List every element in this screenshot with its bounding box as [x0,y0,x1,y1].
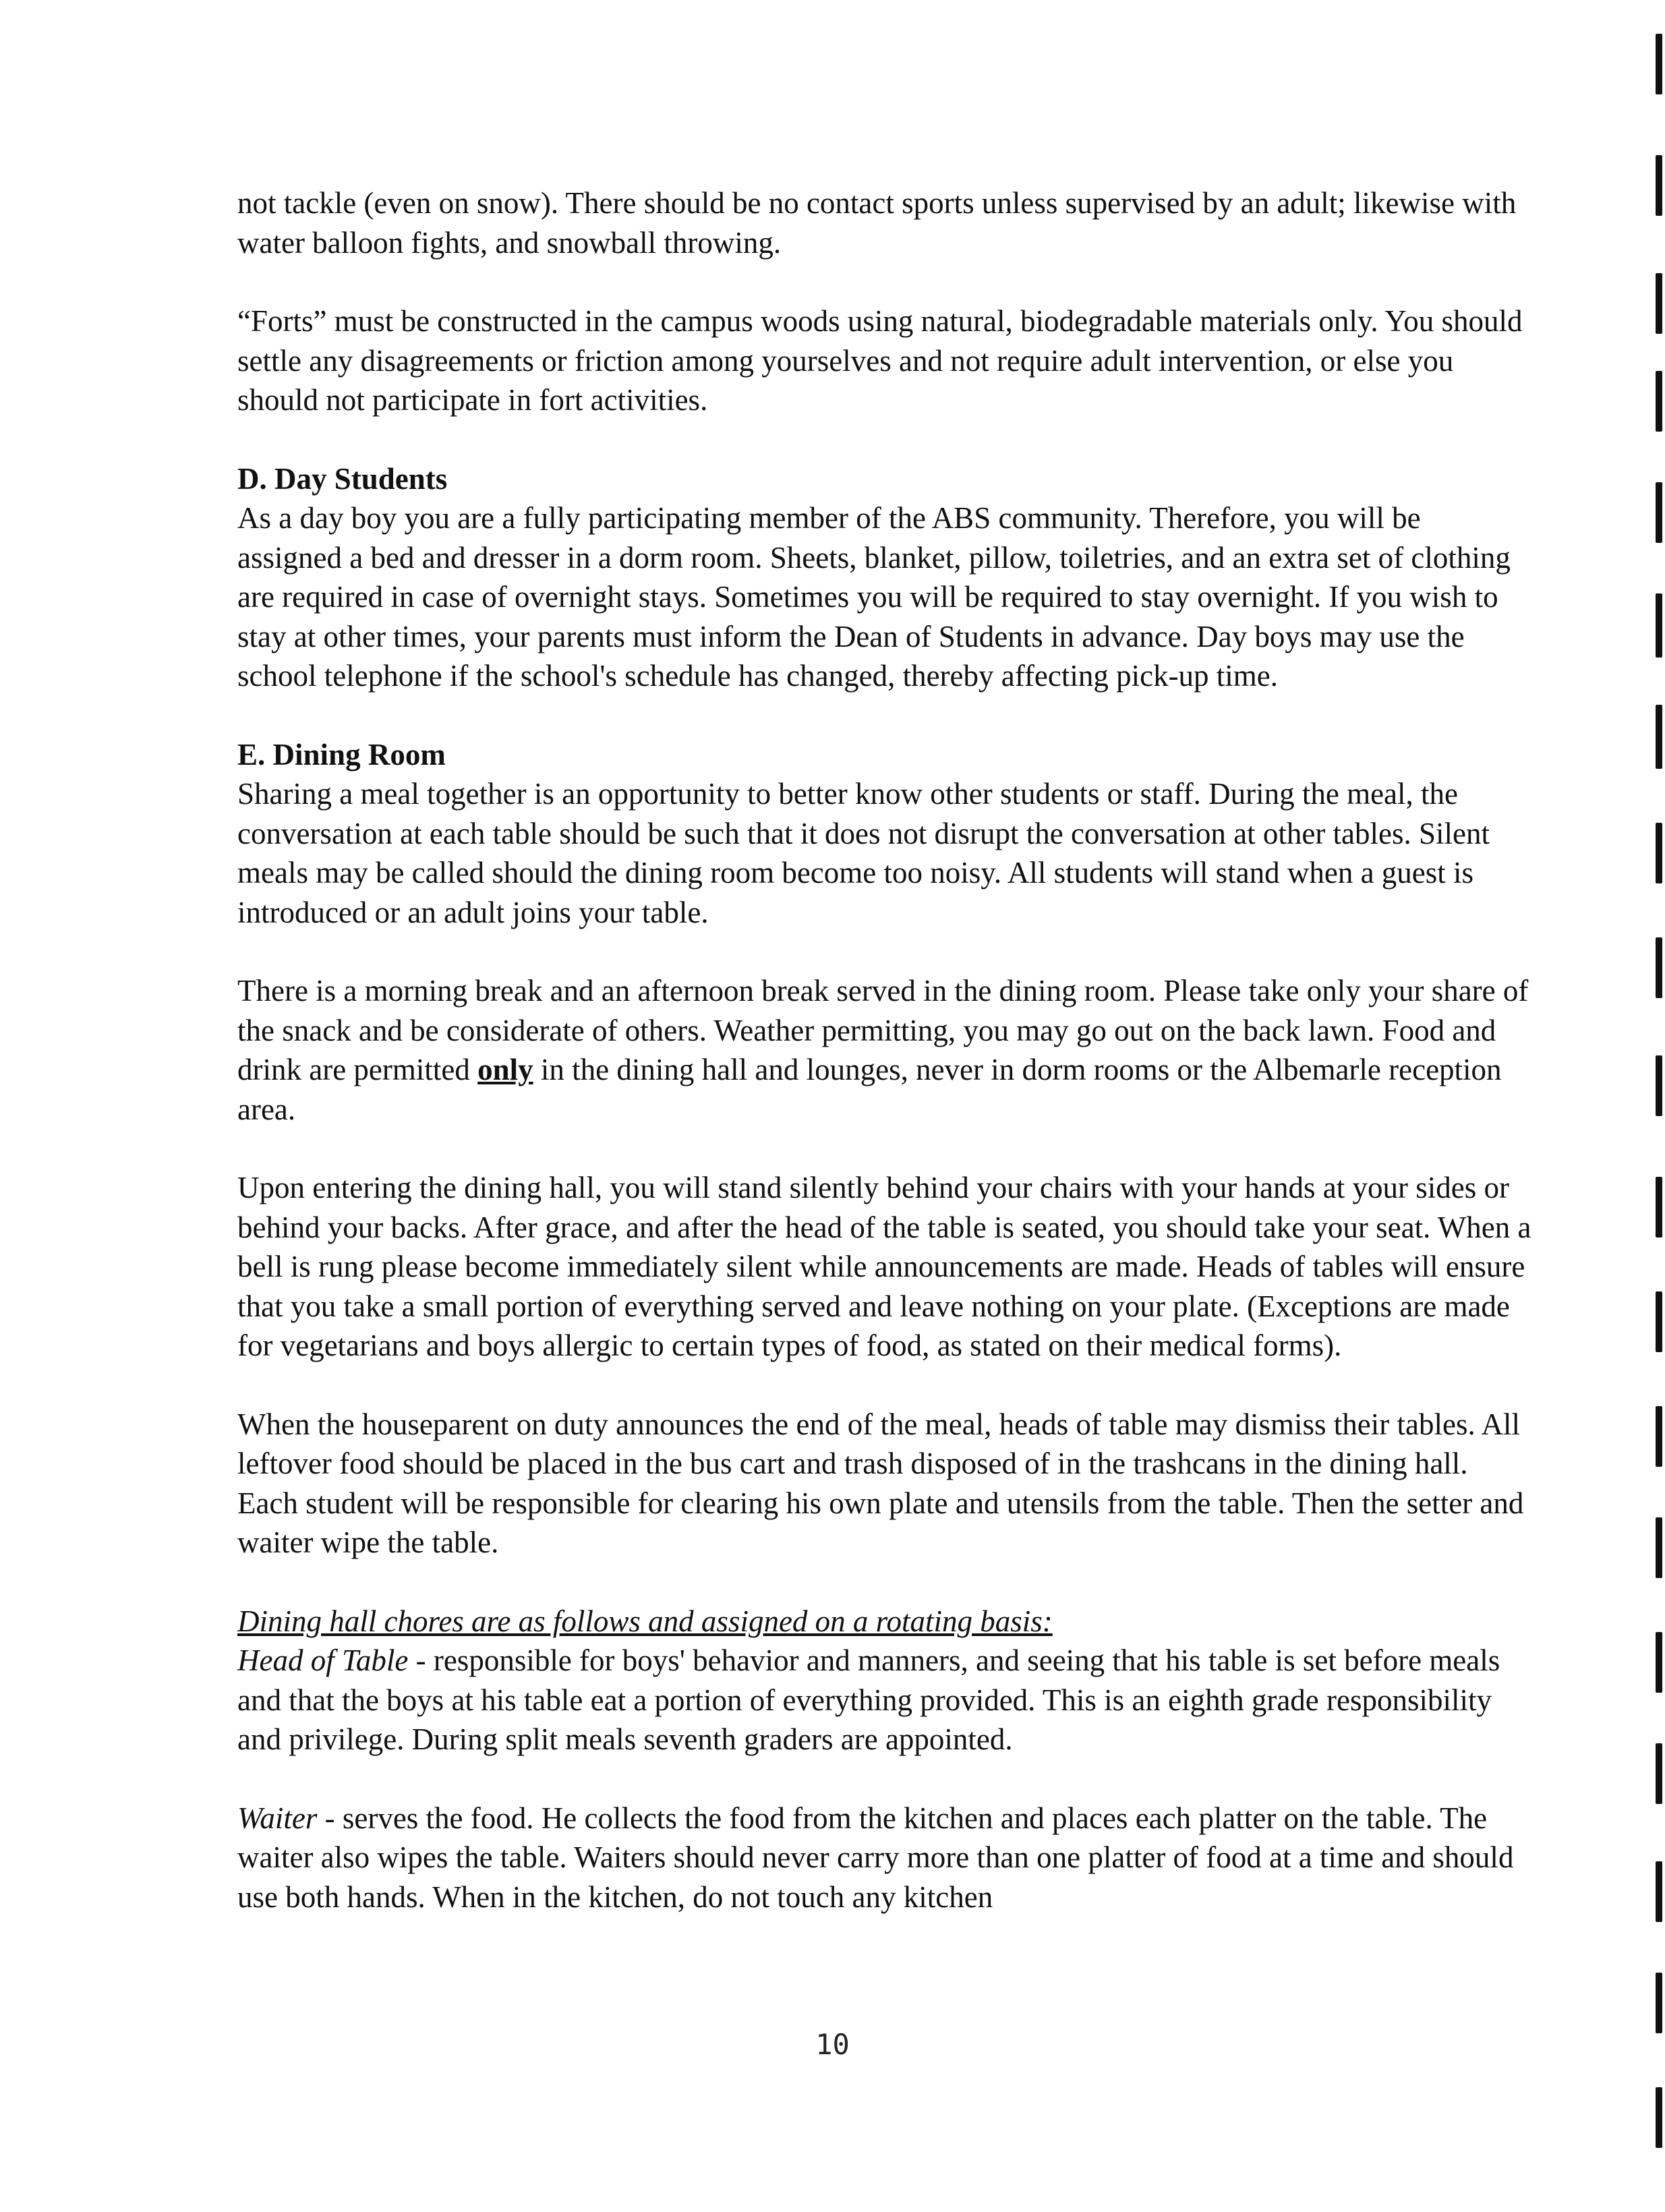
document-page [237,183,1532,1917]
binding-mark [1656,705,1662,769]
section-chores [237,1602,1532,1759]
chore-head-of-table [237,1641,1532,1759]
section-dining-room [237,735,1532,933]
paragraph-dining-breaks [237,971,1532,1129]
binding-mark [1656,1743,1662,1804]
paragraph-dining-entering: Upon entering the dining hall, you will stand silently behind your chairs with your hands at your sides or behind your backs. After grace, and after the head of the table is seated, you should take your seat. When a bell is rung please become immediately silent while announcements are made. Heads of tables will ensure that you take a small portion of everything served and leave nothing on your plate. (Exceptions are made for vegetarians and boys allergic to certain types of food, as stated on their medical forms). [237,1171,1531,1362]
section-title-dining-room: E. Dining Room [237,737,446,772]
binding-mark [1656,1632,1662,1693]
paragraph-dining-sharing: Sharing a meal together is an opportunity to better know other students or staff. During the meal, the conversation at each table should be such that it does not disrupt the conversation at other tables. Silent meals may be called should the dining room become too noisy. All students will stand when a guest is introduced or an adult joins your table. [237,777,1490,929]
role-waiter-text: - serves the food. He collects the food from the kitchen and places each platter on the table. The waiter also wipes the table. Waiters should never carry more than one platter of food at a time and should use both hands. When in the kitchen, do not touch any kitchen [237,1801,1514,1914]
binding-mark [1656,1291,1662,1352]
binding-mark [1656,1861,1662,1922]
binding-mark [1656,2087,1662,2148]
chore-waiter [237,1799,1532,1917]
binding-mark [1656,1973,1662,2033]
binding-mark [1656,1517,1662,1578]
section-day-students [237,459,1532,696]
role-head-of-table-text: - responsible for boys' behavior and manners, and seeing that his table is set before meals and that the boys at his table eat a portion of everything provided. This is an eighth grade responsibility and privilege. During split meals seventh graders are appointed. [237,1643,1500,1756]
paragraph-forts: “Forts” must be constructed in the campus woods using natural, biodegradable materials only. You should settle any disagreements or friction among yourselves and not require adult intervention, or else you should not participate in fort activities. [237,304,1523,417]
binding-mark [1656,34,1662,94]
binding-mark [1656,155,1662,216]
binding-mark [1656,371,1662,432]
binding-mark [1656,482,1662,543]
page-number: 10 [815,2028,850,2061]
breaks-text-after: in the dining hall and lounges, never in dorm rooms or the Albemarle reception area. [237,1053,1502,1126]
chores-heading: Dining hall chores are as follows and assigned on a rotating basis: [237,1604,1053,1638]
paragraph-contact-sports: not tackle (even on snow). There should be no contact sports unless supervised by an adult; likewise with water balloon fights, and snowball throwing. [237,186,1517,260]
role-waiter: Waiter [237,1801,318,1835]
section-title-day-students: D. Day Students [237,461,448,496]
binding-mark [1656,1055,1662,1116]
paragraph-day-students: As a day boy you are a fully participating member of the ABS community. Therefore, you will be assigned a bed and dresser in a dorm room. Sheets, blanket, pillow, toiletries, and an extra set of clothing are required in case of overnight stays. Sometimes you will be required to stay overnight. If you wish to stay at other times, your parents must inform the Dean of Students in advance. Day boys may use the school telephone if the school's schedule has changed, thereby affecting pick-up time. [237,501,1511,693]
emphasis-only: only [477,1053,533,1086]
binding-mark [1656,1406,1662,1467]
binding-mark [1656,273,1662,334]
paragraph-dining-end: When the houseparent on duty announces the end of the meal, heads of table may dismiss their tables. All leftover food should be placed in the bus cart and trash disposed of in the trashcans in the dining hall. Each student will be responsible for clearing his own plate and utensils from the table. Then the setter and waiter wipe the table. [237,1407,1524,1559]
binding-mark [1656,937,1662,998]
role-head-of-table: Head of Table [237,1643,409,1677]
binding-mark [1656,823,1662,883]
binding-mark [1656,1177,1662,1238]
breaks-text-before: There is a morning break and an afternoon break served in the dining room. Please take only your share of the snack and be considerate of others. Weather permitting, you may go out on the back lawn. Food and drink are permitted [237,974,1529,1086]
binding-mark [1656,593,1662,658]
